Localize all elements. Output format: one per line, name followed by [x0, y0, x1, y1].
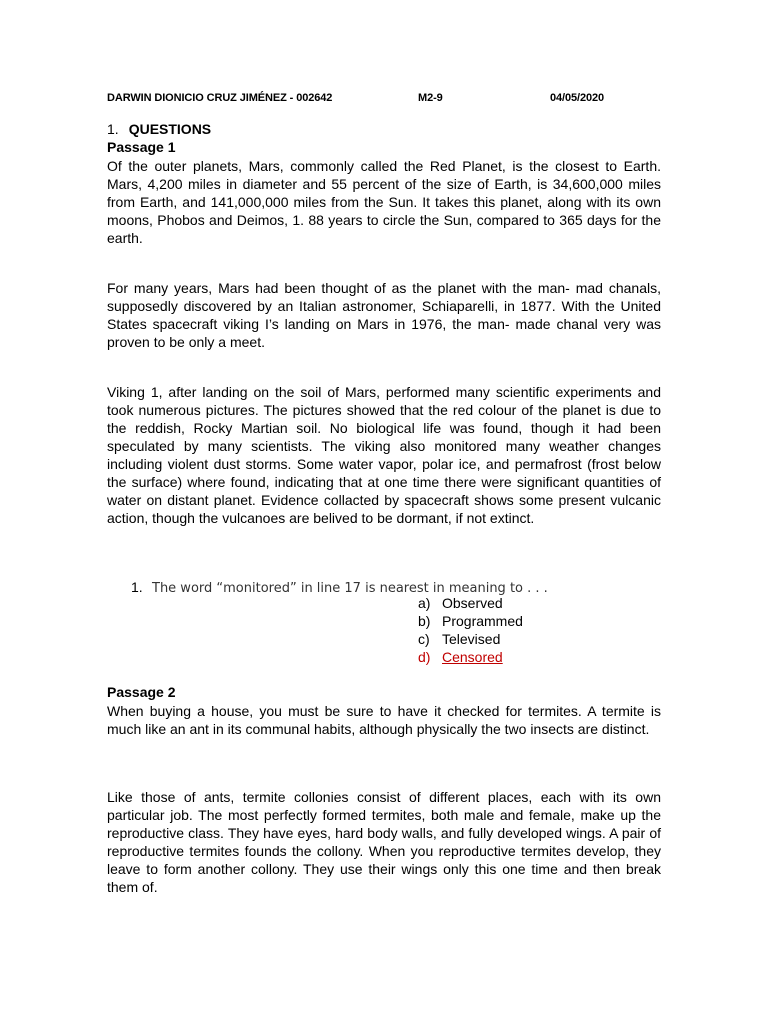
option-letter: d) [418, 649, 431, 665]
option-text: Programmed [442, 613, 523, 629]
option-letter: c) [418, 631, 430, 647]
question-number: 1. [131, 579, 143, 595]
student-name: DARWIN DIONICIO CRUZ JIMÉNEZ - 002642 [107, 92, 333, 104]
option-text: Televised [442, 631, 501, 647]
passage-2-title: Passage 2 [107, 684, 176, 700]
passage-1-paragraph: Viking 1, after landing on the soil of Mars, performed many scientific experiments and took numerous pictures. The pictures showed that the red colour of the planet is due to the reddish, Rocky Martian soil. No biological life was found, though it had been speculated by many scientists. The viking also monitored many weather changes including violent dust storms. Some water vapor, polar ice, and permafrost (frost below the surface) where found, indicating that at one time there were significant quantities of water on distant planet. Evidence collacted by spacecraft shows some present vulcanic action, though the vulcanoes are belived to be dormant, if not extinct. [107, 384, 661, 526]
option-letter: b) [418, 613, 431, 629]
document-date: 04/05/2020 [550, 92, 605, 104]
passage-2-paragraph: Like those of ants, termite collonies consist of different places, each with its own particular job. The most perfectly formed termites, both male and female, make up the reproductive class. They have eyes, hard body walls, and fully developed wings. A pair of reproductive termites founds the collony. When you reproductive termites develop, they leave to form another collony. They use their wings only this one time and then break them of. [107, 789, 661, 895]
option-b [418, 612, 523, 630]
option-c [418, 630, 523, 648]
option-d-selected-answer [418, 648, 523, 666]
document-header [107, 92, 667, 108]
answer-options [418, 594, 523, 666]
passage-1-paragraph: Of the outer planets, Mars, commonly called the Red Planet, is the closest to Earth. Mars, 4,200 miles in diameter and 55 percent of the size of Earth, is 34,600,000 miles from Earth, and 141,000,000 miles from the Sun. It takes this planet, along with its own moons, Phobos and Deimos, 1. 88 years to circle the Sun, compared to 365 days for the earth. [107, 158, 661, 246]
option-text: Censored [442, 649, 503, 665]
passage-1-paragraph: For many years, Mars had been thought of as the planet with the man- mad chanals, supposedly discovered by an Italian astronomer, Schiaparelli, in 1877. With the United States spacecraft viking I’s landing on Mars in 1976, the man- made chanal very was proven to be only a meet. [107, 280, 661, 350]
question-text: The word “monitored” in line 17 is nearest in meaning to . . . [152, 581, 548, 596]
section-title: QUESTIONS [128, 121, 212, 137]
section-number: 1. [107, 121, 119, 137]
option-text: Observed [442, 595, 503, 611]
group-code: M2-9 [418, 92, 443, 104]
option-a [418, 594, 523, 612]
passage-2-paragraph: When buying a house, you must be sure to have it checked for termites. A termite is much like an ant in its communal habits, although physically the two insects are distinct. [107, 703, 661, 737]
section-heading [107, 121, 211, 137]
passage-1-title: Passage 1 [107, 139, 176, 155]
option-letter: a) [418, 595, 431, 611]
